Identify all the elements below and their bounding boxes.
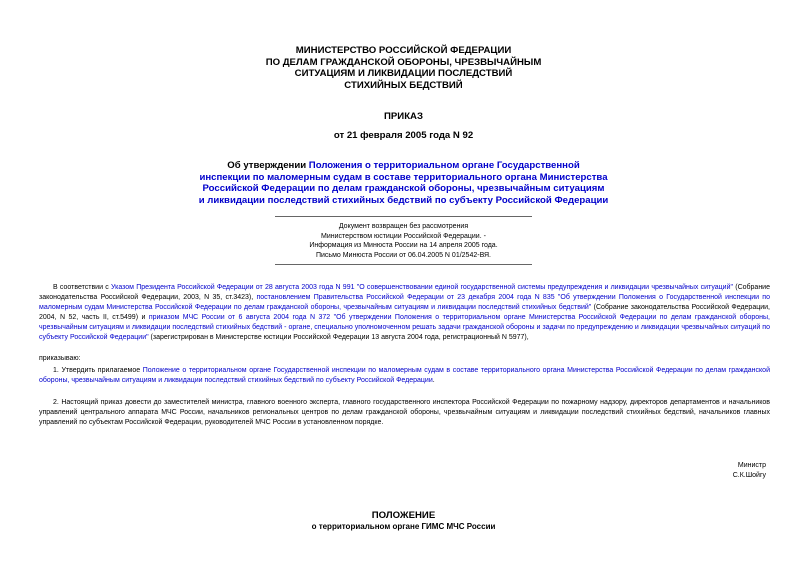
signatory-name: С.К.Шойгу <box>732 472 766 479</box>
text: 1. Утвердить прилагаемое <box>53 367 143 374</box>
decree-link[interactable]: Указом Президента Российской Федерации от 28 августа 2003 года N 991 "О совершенствовании единой государственной системы предупреждения и ликвидации чрезвычайных ситуаций" <box>110 284 733 291</box>
ministry-line: МИНИСТЕРСТВО РОССИЙСКОЙ ФЕДЕРАЦИИ <box>295 45 512 56</box>
doc-type: ПРИКАЗ <box>384 111 423 122</box>
divider <box>275 264 532 265</box>
doc-subject <box>0 160 807 206</box>
text: (Собрание законодательства Российской Федерации, 2004, N 52, часть II, ст.5499) и <box>39 303 770 321</box>
registration-note <box>275 216 532 265</box>
ministry-line: ПО ДЕЛАМ ГРАЖДАНСКОЙ ОБОРОНЫ, ЧРЕЗВЫЧАЙНЫМ <box>265 56 542 68</box>
note-line: Письмо Минюста России от 06.04.2005 N 01/2542-ВЯ. <box>315 251 492 259</box>
order-link[interactable]: приказом МЧС России от 6 августа 2004 года N 372 "Об утверждении Положения о территориальном органе Министерства Российской Федерации по делам гражданской обороны, чрезвычайным ситуациям и ликвидации последствий стихийных бедствий - органе, специально уполномоченном решать задачи гражданской обороны и задачи по предупреждению и ликвидации чрезвычайных ситуаций по субъекту Российской Федерации" <box>39 313 771 341</box>
subject-link-line[interactable]: инспекции по маломерным судам в составе территориального органа Министерства <box>199 171 608 183</box>
resolution-link[interactable]: постановлением Правительства Российской Федерации от 23 декабря 2004 года N 835 "Об утверждении Положения о Государственной инспекции по маломерным судам Министерства Российской Федерации по делам гражданской обороны, чрезвычайным ситуациям и ликвидации последствий стихийных бедствий" <box>39 293 770 311</box>
text: . <box>432 376 435 384</box>
signatory-title: Министр <box>737 462 766 469</box>
note-line: Информация из Минюста России на 14 апреля 2005 года. <box>309 242 498 249</box>
ministry-name <box>0 45 807 91</box>
text: (зарегистрирован в Министерстве юстиции Российской Федерации 13 августа 2004 года, регистрационный N 5977), <box>148 333 529 341</box>
ministry-line: СТИХИЙНЫХ БЕДСТВИЙ <box>344 79 463 91</box>
subject-link[interactable]: Положения о территориальном органе Государственной <box>308 160 580 171</box>
note-line: Министерством юстиции Российской Федерации. - <box>321 232 486 240</box>
doc-date-number: от 21 февраля 2005 года N 92 <box>333 130 474 141</box>
regulation-link[interactable]: Положение о территориальном органе Государственной инспекции по маломерным судам в составе территориального органа Министерства Российской Федерации по делам гражданской обороны, чрезвычайным ситуациям и ликвидации последствий стихийных бедствий по субъекту Российской Федерации <box>39 367 770 384</box>
text: (Собрание законодательства Российской Федерации, 2003, N 35, ст.3423), <box>39 284 770 301</box>
signature-block <box>733 461 766 481</box>
preamble-paragraph <box>39 283 770 342</box>
note-line: Документ возвращен без рассмотрения <box>338 223 469 230</box>
item-2-paragraph <box>39 398 770 428</box>
subject-link-line[interactable]: Российской Федерации по делам гражданской обороны, чрезвычайным ситуациям <box>202 183 605 194</box>
item-1-paragraph <box>39 366 770 386</box>
appendix-title: ПОЛОЖЕНИЕ <box>371 510 436 521</box>
ministry-line: СИТУАЦИЯМ И ЛИКВИДАЦИИ ПОСЛЕДСТВИЙ <box>294 68 513 80</box>
text: 2. Настоящий приказ довести до заместителей министра, главного военного эксперта, главного государственного инспектора Российской Федерации по пожарному надзору, директоров департаментов и начальников управлений центрального аппарата МЧС России, начальников региональных центров по делам гражданской обороны, чрезвычайным ситуациям и ликвидации последствий стихийных бедствий, начальников главных управлений по субъектам Российской Федерации, руководителей МЧС России в установленном порядке. <box>39 399 770 426</box>
subject-prefix: Об утверждении <box>227 160 309 171</box>
appendix-subtitle: о территориальном органе ГИМС МЧС России <box>311 522 496 531</box>
order-word: приказываю: <box>39 355 81 362</box>
subject-link-line[interactable]: и ликвидации последствий стихийных бедствий по субъекту Российской Федерации <box>198 194 609 206</box>
text: В соответствии с <box>53 284 111 291</box>
